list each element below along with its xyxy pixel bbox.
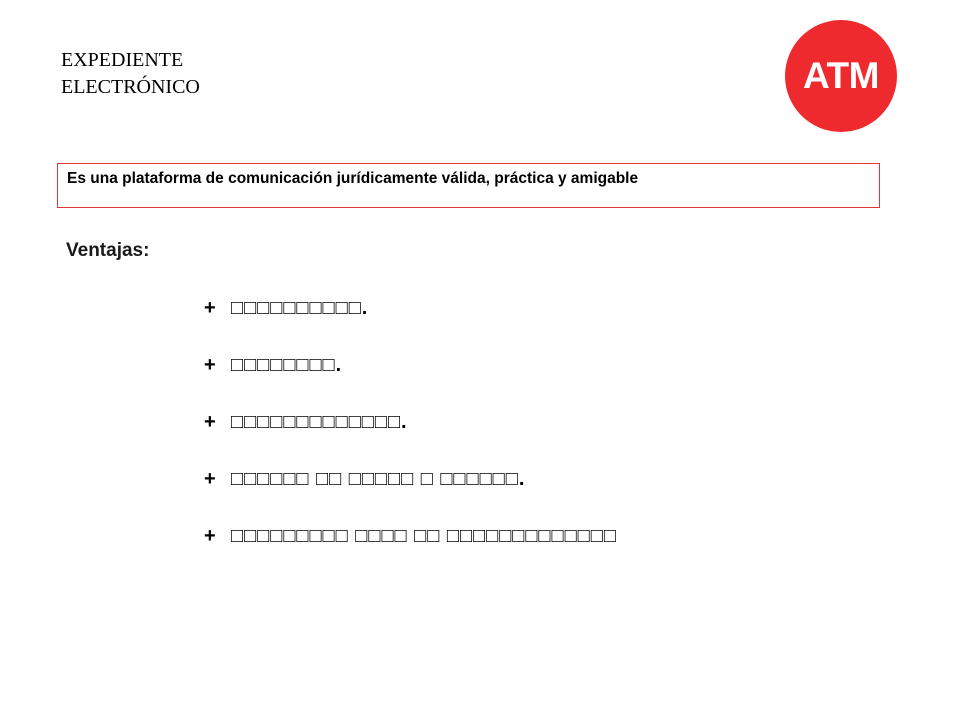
list-item (204, 337, 617, 394)
logo-text: ATM (803, 55, 879, 96)
advantage-text: □□□□□□ □□ □□□□□ □ □□□□□□. (231, 468, 526, 490)
atm-logo (785, 20, 897, 132)
plus-icon: + (204, 297, 216, 319)
plus-icon: + (204, 468, 216, 490)
list-item (204, 451, 617, 508)
advantage-text: □□□□□□□□□□□□□. (231, 411, 408, 433)
list-item (204, 394, 617, 451)
advantage-text: □□□□□□□□. (231, 354, 343, 376)
page-title-line-1: EXPEDIENTE (61, 49, 184, 71)
plus-icon: + (204, 354, 216, 376)
list-item (204, 508, 617, 565)
tagline-text: Es una plataforma de comunicación jurídicamente válida, práctica y amigable (67, 170, 639, 187)
page-title-line-2: ELECTRÓNICO (61, 76, 200, 98)
advantages-heading: Ventajas: (66, 240, 150, 261)
plus-icon: + (204, 525, 216, 547)
advantage-text: □□□□□□□□□□. (231, 297, 369, 319)
advantage-text: □□□□□□□□□ □□□□ □□ □□□□□□□□□□□□□ (231, 525, 617, 547)
advantages-list (204, 280, 617, 565)
plus-icon: + (204, 411, 216, 433)
list-item (204, 280, 617, 337)
page-title (61, 47, 200, 101)
tagline-box (57, 163, 880, 208)
